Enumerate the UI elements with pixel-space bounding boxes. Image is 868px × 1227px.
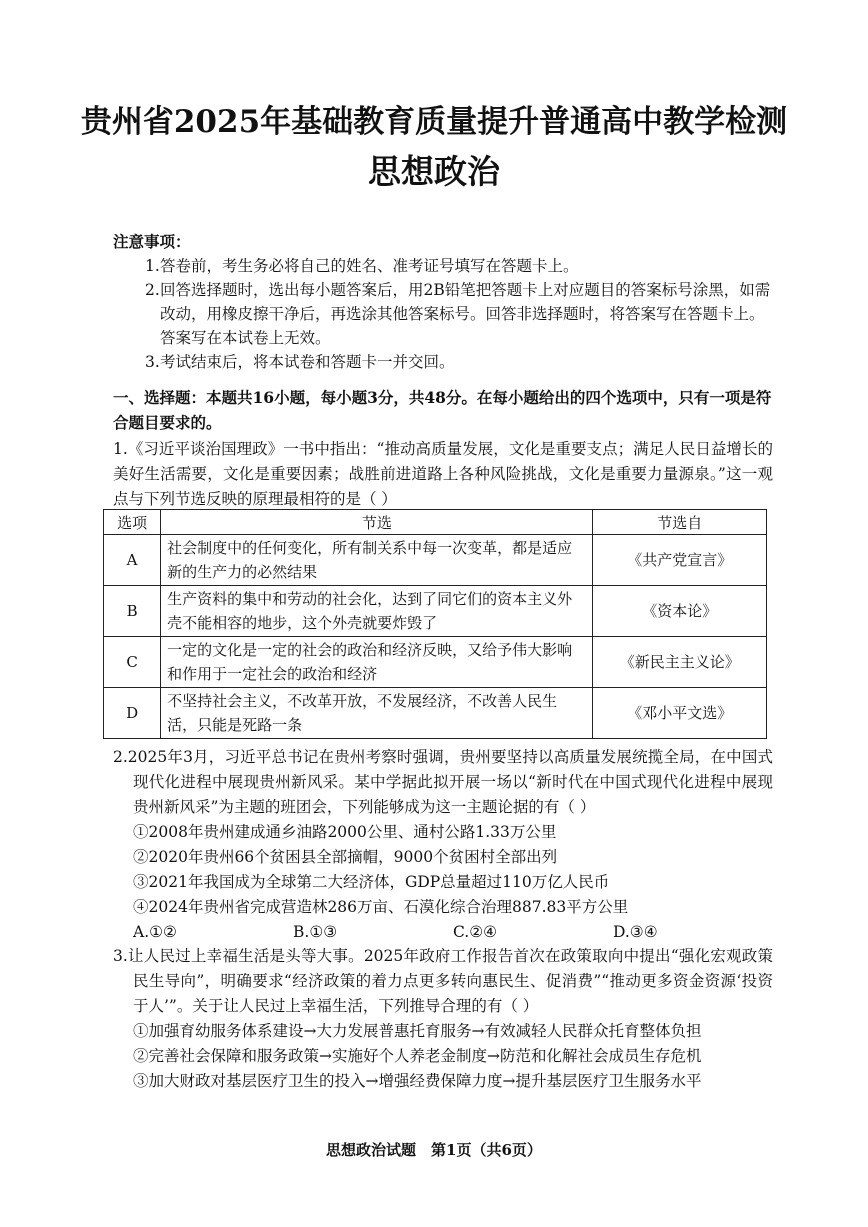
notice-block	[113, 230, 773, 374]
question-item: ③2021年我国成为全球第二大经济体，GDP总量超过110万亿人民币	[133, 873, 610, 891]
question-item: ①2008年贵州建成通乡油路2000公里、通村公路1.33万公里	[133, 823, 557, 841]
question-1-table	[103, 509, 767, 739]
notice-item-text: 答卷前，考生务必将自己的姓名、准考证号填写在答题卡上。	[160, 257, 579, 275]
table-header-row	[104, 510, 767, 535]
exam-title: 贵州省2025年基础教育质量提升普通高中教学检测	[80, 104, 788, 140]
answer-choices	[113, 920, 773, 945]
table-header-option: 选项	[104, 510, 161, 535]
table-row	[104, 637, 767, 688]
notice-item-number: 2.	[145, 281, 160, 299]
question-3	[113, 944, 773, 1094]
notice-item-number: 3.	[145, 353, 160, 371]
question-item: ②2020年贵州66个贫困县全部摘帽，9000个贫困村全部出列	[133, 848, 558, 866]
table-cell-option: D	[104, 688, 161, 739]
notice-item	[113, 350, 773, 374]
question-item: ②完善社会保障和服务政策→实施好个人养老金制度→防范和化解社会成员生存危机	[133, 1047, 702, 1065]
table-cell-source: 《邓小平文选》	[593, 688, 767, 739]
question-stem: 1.《习近平谈治国理政》一书中指出：“推动高质量发展，文化是重要支点；满足人民日益增长的美好生活需要，文化是重要因素；战胜前进道路上各种风险挑战，文化是重要力量源泉。”这一观点与下列节选反映的原理最相符的是（ ）	[113, 440, 773, 508]
question-1	[113, 437, 773, 512]
table-cell-source: 《资本论》	[593, 586, 767, 637]
question-stem: 3.让人民过上幸福生活是头等大事。2025年政府工作报告首次在政策取向中提出“强化宏观政策民生导向”，明确要求“经济政策的着力点更多转向惠民生、促消费”“推动更多资金资源‘投资于人’”。关于让人民过上幸福生活，下列推导合理的有（ ）	[113, 947, 773, 1015]
notice-item-number: 1.	[145, 257, 160, 275]
table-cell-source: 《新民主主义论》	[593, 637, 767, 688]
choice-b: B.①③	[293, 923, 338, 941]
question-stem: 2.2025年3月，习近平总书记在贵州考察时强调，贵州要坚持以高质量发展统揽全局，在中国式现代化进程中展现贵州新风采。某中学据此拟开展一场以“新时代在中国式现代化进程中展现贵州新风采”为主题的班团会，下列能够成为这一主题论据的有（ ）	[113, 748, 773, 816]
question-item: ④2024年贵州省完成营造林286万亩、石漠化综合治理887.83平方公里	[133, 898, 629, 916]
table-cell-source: 《共产党宣言》	[593, 535, 767, 586]
table-cell-option: B	[104, 586, 161, 637]
choice-a: A.①②	[133, 923, 177, 941]
choice-d: D.③④	[613, 923, 658, 941]
table-cell-excerpt: 社会制度中的任何变化，所有制关系中每一次变革，都是适应新的生产力的必然结果	[161, 535, 593, 586]
table-cell-excerpt: 不坚持社会主义，不改革开放，不发展经济，不改善人民生活，只能是死路一条	[161, 688, 593, 739]
notice-item-text: 考试结束后，将本试卷和答题卡一并交回。	[160, 353, 455, 371]
question-2	[113, 745, 773, 945]
table-row	[104, 586, 767, 637]
table-header-excerpt: 节选	[161, 510, 593, 535]
notice-item-text: 回答选择题时，选出每小题答案后，用2B铅笔把答题卡上对应题目的答案标号涂黑，如需改动，用橡皮擦干净后，再选涂其他答案标号。回答非选择题时，将答案写在答题卡上。答案写在本试卷上无效。	[160, 281, 771, 347]
notice-item	[113, 254, 773, 278]
section-heading: 一、选择题：本题共16小题，每小题3分，共48分。在每小题给出的四个选项中，只有一项是符合题目要求的。	[113, 388, 772, 432]
question-item: ③加大财政对基层医疗卫生的投入→增强经费保障力度→提升基层医疗卫生服务水平	[133, 1072, 702, 1090]
notice-heading: 注意事项：	[113, 232, 191, 251]
table-cell-excerpt: 生产资料的集中和劳动的社会化，达到了同它们的资本主义外壳不能相容的地步，这个外壳就要炸毁了	[161, 586, 593, 637]
choice-c: C.②④	[453, 923, 498, 941]
table-cell-option: C	[104, 637, 161, 688]
table-cell-option: A	[104, 535, 161, 586]
page-footer: 思想政治试题 第1页（共6页）	[326, 1141, 542, 1159]
notice-item	[113, 278, 773, 350]
table-row	[104, 688, 767, 739]
question-item: ①加强育幼服务体系建设→大力发展普惠托育服务→有效减轻人民群众托育整体负担	[133, 1022, 702, 1040]
table-row	[104, 535, 767, 586]
table-header-source: 节选自	[593, 510, 767, 535]
exam-subject: 思想政治	[368, 152, 500, 191]
table-cell-excerpt: 一定的文化是一定的社会的政治和经济反映，又给予伟大影响和作用于一定社会的政治和经济	[161, 637, 593, 688]
